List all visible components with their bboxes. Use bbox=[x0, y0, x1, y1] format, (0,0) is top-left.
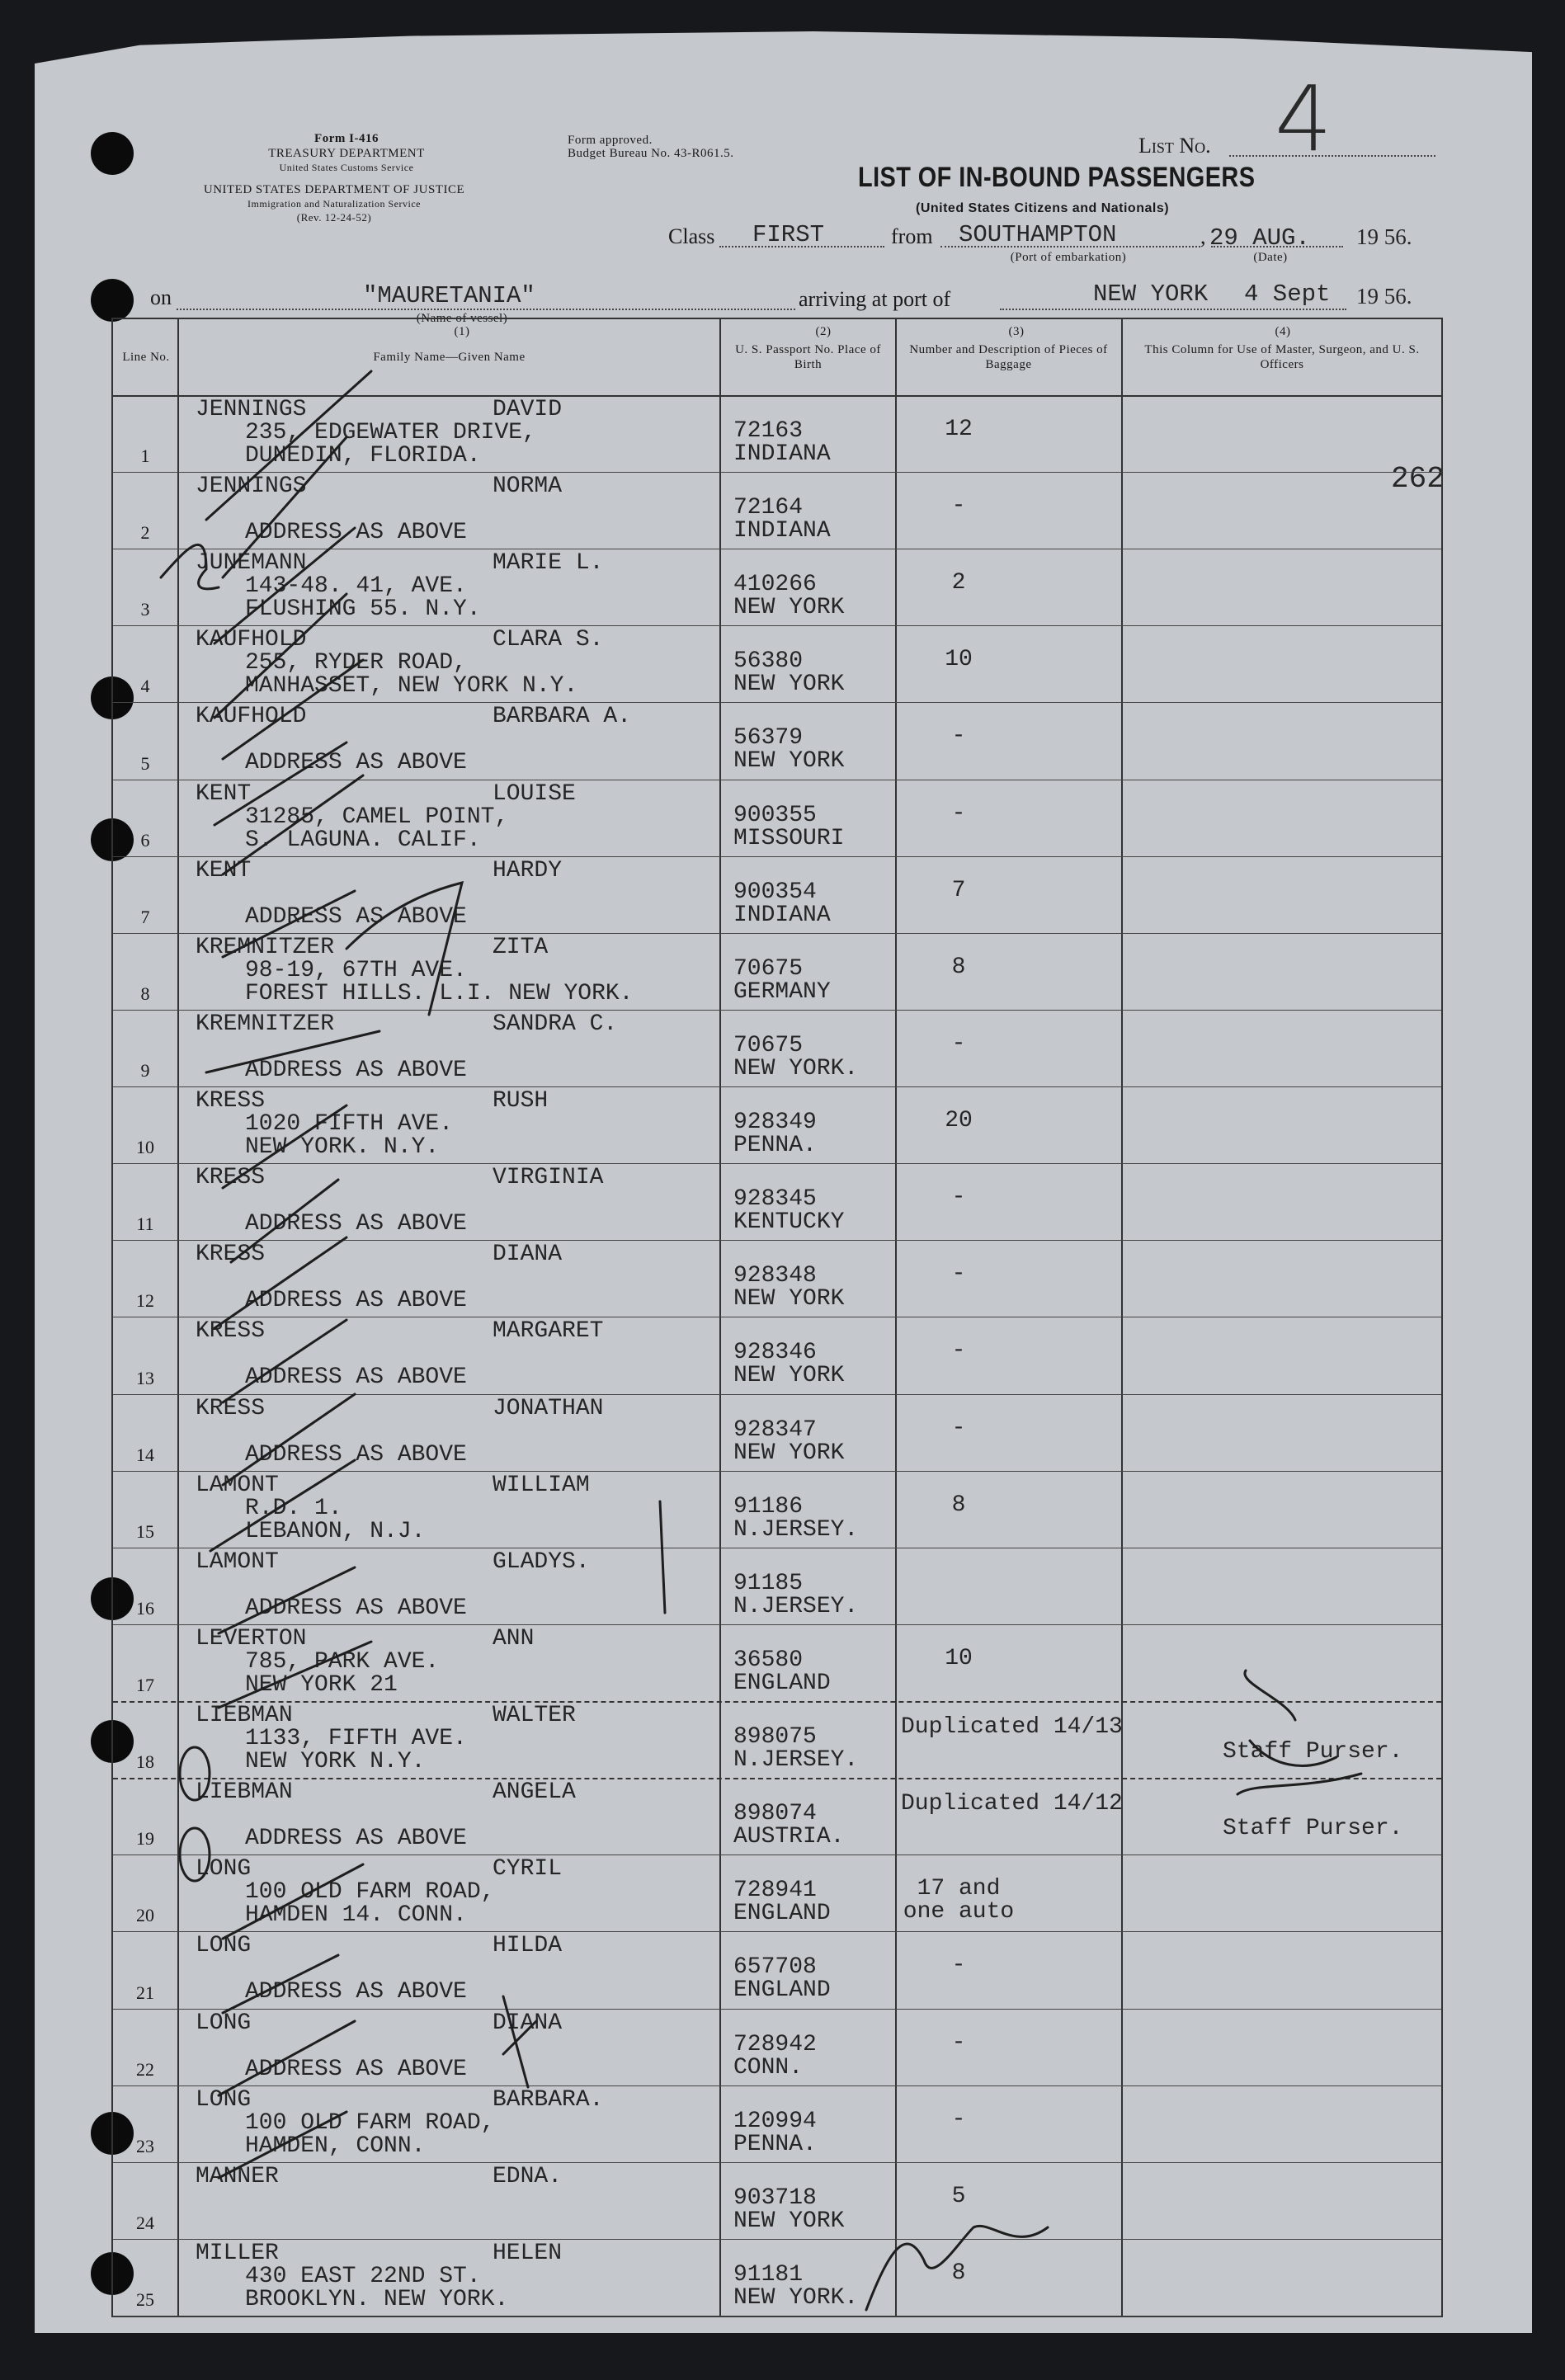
treasury-department: TREASURY DEPARTMENT bbox=[268, 147, 425, 160]
family-name: KAUFHOLD bbox=[196, 627, 307, 653]
line-number: 4 bbox=[140, 676, 150, 697]
customs-service: United States Customs Service bbox=[279, 162, 414, 173]
given-name: WALTER bbox=[493, 1703, 576, 1729]
line-number: 17 bbox=[136, 1675, 154, 1696]
passport-number: 72163 bbox=[733, 418, 804, 444]
revision-date: (Rev. 12-24-52) bbox=[296, 211, 372, 224]
arriving-label: arriving at port of bbox=[799, 287, 951, 311]
given-name: WILLIAM bbox=[493, 1472, 590, 1498]
column-header-baggage: Number and Description of Pieces of Baggage bbox=[909, 343, 1108, 371]
official-remark: Staff Purser. bbox=[1223, 1816, 1403, 1842]
address-line-1: 235, EDGEWATER DRIVE, bbox=[245, 420, 536, 445]
date-year: 19 56. bbox=[1356, 224, 1412, 249]
passport-number: 72164 bbox=[733, 495, 804, 521]
baggage: - bbox=[951, 1415, 966, 1441]
address-line-2: HAMDEN, CONN. bbox=[245, 2133, 426, 2159]
place-of-birth: ENGLAND bbox=[733, 1977, 831, 2004]
given-name: MARGARET bbox=[493, 1318, 604, 1345]
list-number-line bbox=[1229, 155, 1435, 157]
passport-number: 120994 bbox=[733, 2108, 817, 2134]
arrival-line bbox=[1000, 309, 1346, 310]
address-line-2: ADDRESS AS ABOVE bbox=[245, 1826, 467, 1852]
line-number: 19 bbox=[136, 1828, 154, 1850]
line-number: 2 bbox=[140, 522, 150, 544]
baggage: 12 bbox=[945, 417, 973, 442]
given-name: HILDA bbox=[493, 1933, 563, 1959]
table-row bbox=[113, 1240, 1441, 1317]
baggage: 7 bbox=[951, 877, 966, 903]
family-name: KRESS bbox=[196, 1318, 266, 1345]
place-of-birth: INDIANA bbox=[733, 441, 831, 467]
line-number: 9 bbox=[140, 1060, 150, 1082]
line-number: 23 bbox=[136, 2135, 154, 2156]
form-number: Form I-416 bbox=[314, 132, 379, 145]
passport-number: 728942 bbox=[733, 2031, 817, 2057]
passport-number: 410266 bbox=[733, 572, 817, 598]
baggage: - bbox=[951, 493, 966, 520]
address-line-1: 430 EAST 22ND ST. bbox=[245, 2263, 481, 2289]
baggage: Duplicated 14/12 bbox=[901, 1791, 1123, 1817]
passport-number: 928348 bbox=[733, 1263, 817, 1289]
column-header-official: This Column for Use of Master, Surgeon, and U. S. Officers bbox=[1144, 343, 1420, 371]
line-number: 15 bbox=[136, 1520, 154, 1542]
given-name: VIRGINIA bbox=[493, 1165, 604, 1191]
passport-number: 728941 bbox=[733, 1878, 817, 1904]
address-line-1: R.D. 1. bbox=[245, 1495, 342, 1521]
line-number: 6 bbox=[140, 829, 150, 851]
given-name: ANN bbox=[493, 1625, 535, 1652]
line-number: 12 bbox=[136, 1290, 154, 1312]
column-number-2: (2) bbox=[815, 325, 832, 338]
baggage: 17 and one auto bbox=[903, 1876, 1015, 1925]
punch-hole bbox=[91, 132, 134, 175]
family-name: KRESS bbox=[196, 1088, 266, 1115]
line-number: 5 bbox=[140, 752, 150, 774]
baggage: Duplicated 14/13 bbox=[901, 1714, 1123, 1741]
given-name: HARDY bbox=[493, 857, 563, 884]
place-of-birth: N.JERSEY. bbox=[733, 1516, 859, 1543]
place-of-birth: NEW YORK bbox=[733, 1363, 845, 1389]
given-name: LOUISE bbox=[493, 780, 576, 807]
table-row bbox=[113, 1701, 1441, 1779]
place-of-birth: NEW YORK bbox=[733, 748, 845, 775]
table-row bbox=[113, 1471, 1441, 1548]
baggage: 8 bbox=[951, 954, 966, 980]
passport-number: 56379 bbox=[733, 725, 804, 752]
baggage: - bbox=[951, 2106, 966, 2133]
line-number: 24 bbox=[136, 2212, 154, 2233]
table-row bbox=[113, 780, 1441, 857]
place-of-birth: CONN. bbox=[733, 2054, 804, 2081]
family-name: LEVERTON bbox=[196, 1625, 307, 1652]
address-line-1: 31285, CAMEL POINT, bbox=[245, 804, 509, 830]
line-number: 1 bbox=[140, 445, 150, 467]
passport-number: 898075 bbox=[733, 1724, 817, 1751]
list-number-label: List No. bbox=[1138, 134, 1211, 158]
page-subtitle: (United States Citizens and Nationals) bbox=[916, 201, 1170, 215]
passport-number: 91181 bbox=[733, 2261, 804, 2288]
table-row bbox=[113, 625, 1441, 703]
table-row bbox=[113, 1394, 1441, 1472]
from-label: from bbox=[891, 224, 933, 248]
address-line-1: 98-19, 67TH AVE. bbox=[245, 957, 467, 983]
address-line-1: 143-48. 41, AVE. bbox=[245, 573, 467, 600]
family-name: JENNINGS bbox=[196, 474, 307, 500]
given-name: DIANA bbox=[493, 2010, 563, 2036]
place-of-birth: AUSTRIA. bbox=[733, 1824, 845, 1850]
budget-bureau: Budget Bureau No. 43-R061.5. bbox=[568, 147, 734, 160]
line-number: 7 bbox=[140, 906, 150, 927]
place-of-birth: GERMANY bbox=[733, 978, 831, 1005]
family-name: MILLER bbox=[196, 2240, 279, 2266]
table-row bbox=[113, 702, 1441, 780]
given-name: BARBARA. bbox=[493, 2086, 604, 2113]
table-row bbox=[113, 2009, 1441, 2086]
table-row bbox=[113, 1163, 1441, 1241]
list-number-value: 4 bbox=[1275, 66, 1332, 172]
family-name: KRESS bbox=[196, 1242, 266, 1268]
given-name: GLADYS. bbox=[493, 1548, 590, 1575]
place-of-birth: KENTUCKY bbox=[733, 1209, 845, 1236]
line-number: 16 bbox=[136, 1597, 154, 1619]
baggage: 5 bbox=[951, 2183, 966, 2209]
address-line-2: ADDRESS AS ABOVE bbox=[245, 1211, 467, 1237]
line-number: 13 bbox=[136, 1367, 154, 1388]
place-of-birth: ENGLAND bbox=[733, 1670, 831, 1696]
given-name: JONATHAN bbox=[493, 1395, 604, 1421]
line-number: 25 bbox=[136, 2288, 154, 2310]
baggage: 8 bbox=[951, 1492, 966, 1518]
table-row bbox=[113, 2085, 1441, 2163]
line-number: 21 bbox=[136, 1982, 154, 2003]
place-of-birth: NEW YORK bbox=[733, 2208, 845, 2234]
place-of-birth: NEW YORK bbox=[733, 1440, 845, 1466]
comma: , bbox=[1200, 224, 1206, 248]
passport-number: 900354 bbox=[733, 879, 817, 905]
place-of-birth: MISSOURI bbox=[733, 825, 845, 851]
official-remark: Staff Purser. bbox=[1223, 1739, 1403, 1765]
baggage: - bbox=[951, 1261, 966, 1288]
place-of-birth: N.JERSEY. bbox=[733, 1593, 859, 1619]
address-line-2: ADDRESS AS ABOVE bbox=[245, 750, 467, 776]
passport-number: 657708 bbox=[733, 1954, 817, 1981]
table-row bbox=[113, 1548, 1441, 1625]
table-row bbox=[113, 472, 1441, 549]
family-name: LONG bbox=[196, 2010, 252, 2036]
given-name: MARIE L. bbox=[493, 550, 604, 577]
class-label: Class bbox=[668, 224, 715, 248]
on-label: on bbox=[150, 285, 172, 309]
address-line-2: FOREST HILLS. L.I. NEW YORK. bbox=[245, 980, 634, 1006]
date-caption: (Date) bbox=[1253, 251, 1288, 264]
line-number: 22 bbox=[136, 2058, 154, 2080]
passport-number: 928347 bbox=[733, 1416, 817, 1443]
place-of-birth: INDIANA bbox=[733, 518, 831, 544]
form-approved: Form approved. bbox=[568, 134, 653, 147]
family-name: MANNER bbox=[196, 2163, 279, 2189]
family-name: LONG bbox=[196, 1933, 252, 1959]
page-title: LIST OF IN-BOUND PASSENGERS bbox=[858, 162, 1256, 193]
vessel-column-number: (1) bbox=[454, 325, 470, 338]
given-name: RUSH bbox=[493, 1088, 549, 1115]
passport-number: 70675 bbox=[733, 1032, 804, 1058]
address-line-2: ADDRESS AS ABOVE bbox=[245, 1441, 467, 1468]
baggage: - bbox=[951, 1338, 966, 1364]
given-name: ZITA bbox=[493, 934, 549, 960]
column-header-name: Family Name—Given Name bbox=[373, 351, 526, 364]
margin-note: 262 bbox=[1391, 462, 1445, 496]
family-name: LAMONT bbox=[196, 1472, 279, 1498]
address-line-2: S. LAGUNA. CALIF. bbox=[245, 827, 481, 853]
place-of-birth: INDIANA bbox=[733, 902, 831, 928]
baggage: - bbox=[951, 723, 966, 750]
address-line-2: NEW YORK. N.Y. bbox=[245, 1134, 440, 1161]
address-line-2: MANHASSET, NEW YORK N.Y. bbox=[245, 673, 578, 700]
address-line-1: 255, RYDER ROAD, bbox=[245, 650, 467, 676]
address-line-2: ADDRESS AS ABOVE bbox=[245, 520, 467, 546]
address-line-2: ADDRESS AS ABOVE bbox=[245, 2056, 467, 2082]
baggage: 8 bbox=[951, 2260, 966, 2286]
address-line-2: HAMDEN 14. CONN. bbox=[245, 1902, 467, 1929]
address-line-2: ADDRESS AS ABOVE bbox=[245, 1595, 467, 1621]
baggage: - bbox=[951, 2029, 966, 2056]
family-name: KRESS bbox=[196, 1165, 266, 1191]
port-embarkation-caption: (Port of embarkation) bbox=[1010, 251, 1127, 264]
line-number: 20 bbox=[136, 1905, 154, 1926]
table-row bbox=[113, 2162, 1441, 2240]
family-name: LAMONT bbox=[196, 1548, 279, 1575]
family-name: KREMNITZER bbox=[196, 1011, 335, 1037]
arrival-date: 4 Sept bbox=[1244, 280, 1331, 308]
line-number: 8 bbox=[140, 983, 150, 1004]
address-line-2: ADDRESS AS ABOVE bbox=[245, 1979, 467, 2005]
address-line-1: 100 OLD FARM ROAD, bbox=[245, 1879, 495, 1906]
address-line-2: ADDRESS AS ABOVE bbox=[245, 903, 467, 930]
line-number: 11 bbox=[136, 1214, 154, 1235]
address-line-1: 100 OLD FARM ROAD, bbox=[245, 2109, 495, 2136]
line-number: 14 bbox=[136, 1444, 154, 1465]
baggage: 10 bbox=[945, 647, 973, 673]
column-number-3: (3) bbox=[1008, 325, 1025, 338]
address-line-2: ADDRESS AS ABOVE bbox=[245, 1364, 467, 1391]
address-line-1: 1133, FIFTH AVE. bbox=[245, 1726, 467, 1752]
table-row bbox=[113, 549, 1441, 626]
passport-number: 900355 bbox=[733, 802, 817, 828]
address-line-2: NEW YORK 21 bbox=[245, 1671, 398, 1698]
family-name: LONG bbox=[196, 2086, 252, 2113]
department-of-justice: UNITED STATES DEPARTMENT OF JUSTICE bbox=[203, 183, 465, 196]
family-name: KENT bbox=[196, 780, 252, 807]
given-name: ANGELA bbox=[493, 1779, 576, 1806]
given-name: CLARA S. bbox=[493, 627, 604, 653]
place-of-birth: PENNA. bbox=[733, 1133, 817, 1159]
table-row bbox=[113, 1010, 1441, 1087]
arrival-port: NEW YORK bbox=[1093, 280, 1209, 308]
table-row bbox=[113, 2239, 1441, 2316]
table-row bbox=[113, 1855, 1441, 1932]
line-number: 18 bbox=[136, 1751, 154, 1773]
family-name: KRESS bbox=[196, 1395, 266, 1421]
address-line-2: ADDRESS AS ABOVE bbox=[245, 1288, 467, 1314]
passport-number: 70675 bbox=[733, 955, 804, 982]
table-row bbox=[113, 1778, 1441, 1855]
place-of-birth: NEW YORK bbox=[733, 595, 845, 621]
given-name: HELEN bbox=[493, 2240, 563, 2266]
passport-number: 928349 bbox=[733, 1110, 817, 1136]
passport-number: 56380 bbox=[733, 648, 804, 675]
address-line-2: DUNEDIN, FLORIDA. bbox=[245, 443, 481, 469]
address-line-1: 1020 FIFTH AVE. bbox=[245, 1111, 454, 1138]
baggage: - bbox=[951, 1185, 966, 1211]
arrival-year: 19 56. bbox=[1356, 284, 1412, 309]
column-number-4: (4) bbox=[1275, 325, 1291, 338]
family-name: KENT bbox=[196, 857, 252, 884]
given-name: EDNA. bbox=[493, 2163, 563, 2189]
passport-number: 36580 bbox=[733, 1647, 804, 1673]
baggage: - bbox=[951, 1953, 966, 1979]
address-line-2: NEW YORK N.Y. bbox=[245, 1749, 426, 1775]
baggage: 10 bbox=[945, 1645, 973, 1671]
baggage: - bbox=[951, 1030, 966, 1057]
place-of-birth: NEW YORK bbox=[733, 1286, 845, 1313]
place-of-birth: NEW YORK bbox=[733, 672, 845, 698]
address-line-1: 785, PARK AVE. bbox=[245, 1648, 440, 1675]
line-number: 3 bbox=[140, 599, 150, 620]
column-header-passport: U. S. Passport No. Place of Birth bbox=[735, 343, 881, 371]
table-row bbox=[113, 856, 1441, 934]
punch-hole bbox=[91, 279, 134, 322]
table-row bbox=[113, 1931, 1441, 2009]
passport-number: 898074 bbox=[733, 1801, 817, 1827]
table-header-row bbox=[113, 319, 1441, 397]
place-of-birth: NEW YORK. bbox=[733, 2284, 859, 2311]
place-of-birth: ENGLAND bbox=[733, 1901, 831, 1927]
given-name: DIANA bbox=[493, 1242, 563, 1268]
vessel-caption: (Name of vessel) bbox=[416, 312, 508, 325]
family-name: LIEBMAN bbox=[196, 1779, 293, 1806]
passport-number: 91185 bbox=[733, 1570, 804, 1596]
family-name: KREMNITZER bbox=[196, 934, 335, 960]
family-name: LONG bbox=[196, 1856, 252, 1883]
address-line-2: FLUSHING 55. N.Y. bbox=[245, 596, 481, 623]
address-line-2: BROOKLYN. NEW YORK. bbox=[245, 2286, 509, 2312]
given-name: NORMA bbox=[493, 474, 563, 500]
family-name: LIEBMAN bbox=[196, 1703, 293, 1729]
family-name: JENNINGS bbox=[196, 397, 307, 422]
baggage: 20 bbox=[945, 1108, 973, 1134]
given-name: DAVID bbox=[493, 397, 563, 422]
date-value: 29 AUG. bbox=[1209, 224, 1310, 252]
address-line-2: ADDRESS AS ABOVE bbox=[245, 1057, 467, 1083]
table-row bbox=[113, 395, 1441, 473]
given-name: CYRIL bbox=[493, 1856, 563, 1883]
class-value: FIRST bbox=[752, 221, 825, 248]
table-row bbox=[113, 1624, 1441, 1703]
column-header-line-no: Line No. bbox=[122, 351, 170, 364]
passport-number: 928346 bbox=[733, 1340, 817, 1366]
passport-number: 928345 bbox=[733, 1186, 817, 1213]
from-value: SOUTHAMPTON bbox=[959, 221, 1117, 248]
line-number: 10 bbox=[136, 1137, 154, 1158]
immigration-service: Immigration and Naturalization Service bbox=[247, 198, 421, 210]
baggage: 2 bbox=[951, 570, 966, 596]
passport-number: 903718 bbox=[733, 2184, 817, 2211]
table-row bbox=[113, 1086, 1441, 1164]
place-of-birth: N.JERSEY. bbox=[733, 1747, 859, 1774]
vessel-name: "MAURETANIA" bbox=[363, 282, 535, 309]
place-of-birth: PENNA. bbox=[733, 2131, 817, 2157]
given-name: SANDRA C. bbox=[493, 1011, 618, 1037]
passenger-table bbox=[111, 318, 1443, 2317]
address-line-2: LEBANON, N.J. bbox=[245, 1518, 426, 1544]
family-name: KAUFHOLD bbox=[196, 704, 307, 730]
table-row bbox=[113, 933, 1441, 1011]
given-name: BARBARA A. bbox=[493, 704, 632, 730]
place-of-birth: NEW YORK. bbox=[733, 1055, 859, 1082]
baggage: - bbox=[951, 800, 966, 827]
passport-number: 91186 bbox=[733, 1493, 804, 1520]
family-name: JUNEMANN bbox=[196, 550, 307, 577]
table-row bbox=[113, 1317, 1441, 1394]
